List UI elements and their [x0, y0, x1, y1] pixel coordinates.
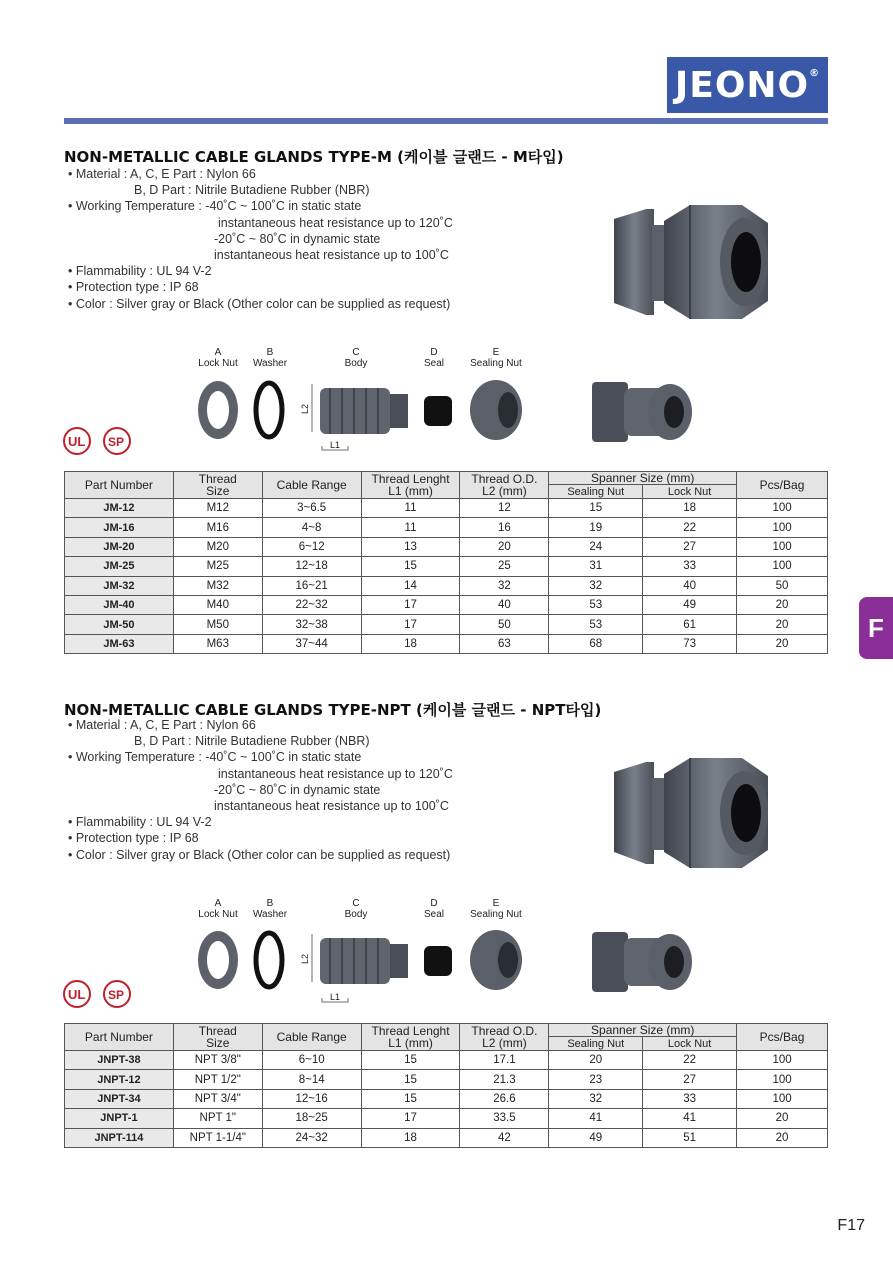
- table-cell: 18~25: [262, 1109, 361, 1128]
- header-divider: [64, 118, 828, 124]
- ul-mark: UL: [68, 434, 86, 449]
- table-cell: 100: [737, 499, 828, 518]
- table-cell: 73: [643, 634, 737, 653]
- table-cell: 12~16: [262, 1089, 361, 1108]
- header-thread-od: [460, 472, 549, 499]
- header-line: L1 (mm): [388, 484, 433, 498]
- table-cell: 24: [549, 537, 643, 556]
- header-spanner-size: Spanner Size (mm): [549, 472, 737, 485]
- table-cell: M63: [173, 634, 262, 653]
- header-spanner-size: Spanner Size (mm): [549, 1024, 737, 1037]
- table-cell: 18: [361, 1128, 460, 1147]
- table-cell: 49: [549, 1128, 643, 1147]
- table-cell: 100: [737, 537, 828, 556]
- header-line: Thread: [198, 472, 237, 486]
- part-number-cell: JM-32: [65, 576, 174, 595]
- brand-logo-text: JEONO: [674, 64, 810, 106]
- table-cell: 41: [549, 1109, 643, 1128]
- table-cell: 22: [643, 1051, 737, 1070]
- table-cell: 15: [361, 1070, 460, 1089]
- table-cell: 15: [549, 499, 643, 518]
- header-thread-od: [460, 1024, 549, 1051]
- table-cell: 100: [737, 1070, 828, 1089]
- part-letter: E: [492, 347, 500, 358]
- table-cell: 32~38: [262, 615, 361, 634]
- table-row: [65, 576, 828, 595]
- table-cell: 20: [737, 615, 828, 634]
- page-number: F17: [837, 1217, 865, 1234]
- seal-shape: [424, 946, 452, 976]
- table-cell: 11: [361, 518, 460, 537]
- part-number-cell: JM-40: [65, 595, 174, 614]
- header-thread-length: [361, 1024, 460, 1051]
- spec-protection: • Protection type : IP 68: [68, 280, 199, 295]
- spec-temperature-3: -20˚C ~ 80˚C in dynamic state: [214, 782, 381, 797]
- header-line: L1 (mm): [388, 1036, 433, 1050]
- table-row: [65, 499, 828, 518]
- table-cell: 33: [643, 1089, 737, 1108]
- header-pcs-bag: Pcs/Bag: [737, 472, 828, 499]
- table-cell: 32: [460, 576, 549, 595]
- exploded-parts-m: [196, 378, 696, 458]
- header-sealing-nut: Sealing Nut: [549, 1037, 643, 1051]
- table-cell: 25: [460, 557, 549, 576]
- table-cell: 50: [460, 615, 549, 634]
- brand-logo: [667, 57, 828, 113]
- table-cell: 100: [737, 518, 828, 537]
- part-number-cell: JM-50: [65, 615, 174, 634]
- spec-temperature: • Working Temperature : -40˚C ~ 100˚C in static state: [68, 199, 362, 214]
- table-cell: 26.6: [460, 1089, 549, 1108]
- product-photo-npt: [606, 756, 776, 870]
- spec-temperature-2: instantaneous heat resistance up to 120˚C: [218, 766, 453, 781]
- part-name: Seal: [423, 909, 444, 920]
- header-thread-length: [361, 472, 460, 499]
- table-cell: 53: [549, 615, 643, 634]
- header-thread-size: [173, 1024, 262, 1051]
- table-cell: 27: [643, 1070, 737, 1089]
- washer-shape: [256, 383, 282, 437]
- header-line: Thread Lenght: [371, 1024, 450, 1038]
- seal-shape: [424, 396, 452, 426]
- exploded-parts-npt: [196, 928, 696, 1010]
- part-label-b: [250, 898, 290, 920]
- spec-temperature: • Working Temperature : -40˚C ~ 100˚C in static state: [68, 750, 362, 765]
- part-number-cell: JNPT-114: [65, 1128, 174, 1147]
- header-line: Thread O.D.: [471, 1024, 538, 1038]
- table-cell: 61: [643, 615, 737, 634]
- part-name: Lock Nut: [198, 358, 238, 369]
- header-line: Thread O.D.: [471, 472, 538, 486]
- table-cell: 32: [549, 576, 643, 595]
- header-pcs-bag: Pcs/Bag: [737, 1024, 828, 1051]
- table-cell: 20: [549, 1051, 643, 1070]
- spec-temperature-4: instantaneous heat resistance up to 100˚C: [214, 799, 449, 814]
- table-cell: 40: [643, 576, 737, 595]
- l2-dimension: L2: [300, 403, 310, 414]
- table-row: [65, 1089, 828, 1108]
- table-cell: 63: [460, 634, 549, 653]
- table-cell: 8~14: [262, 1070, 361, 1089]
- table-cell: 12: [460, 499, 549, 518]
- header-line: Size: [206, 484, 230, 498]
- table-cell: 68: [549, 634, 643, 653]
- part-letter: A: [214, 347, 222, 358]
- csa-mark: SP: [108, 988, 125, 1002]
- table-cell: 15: [361, 557, 460, 576]
- part-number-cell: JM-16: [65, 518, 174, 537]
- table-cell: NPT 1-1/4": [173, 1128, 262, 1147]
- spec-list-npt: [68, 717, 548, 863]
- table-cell: 49: [643, 595, 737, 614]
- header-part-number: Part Number: [65, 1024, 174, 1051]
- table-cell: NPT 3/4": [173, 1089, 262, 1108]
- header-lock-nut: Lock Nut: [643, 485, 737, 499]
- table-row: [65, 518, 828, 537]
- part-label-a: [198, 347, 238, 369]
- table-cell: 20: [737, 1128, 828, 1147]
- table-cell: 40: [460, 595, 549, 614]
- table-body-npt: [65, 1051, 828, 1148]
- part-number-cell: JM-20: [65, 537, 174, 556]
- table-cell: 100: [737, 1089, 828, 1108]
- table-cell: 33: [643, 557, 737, 576]
- header-thread-size: [173, 472, 262, 499]
- l1-dimension: L1: [330, 440, 341, 450]
- l2-dimension: L2: [300, 953, 310, 964]
- table-cell: 16: [460, 518, 549, 537]
- part-label-d: [414, 347, 454, 369]
- table-cell: 19: [549, 518, 643, 537]
- table-row: [65, 634, 828, 653]
- part-name: Sealing Nut: [470, 909, 522, 920]
- table-row: [65, 1128, 828, 1147]
- part-letter: D: [430, 347, 438, 358]
- table-cell: 53: [549, 595, 643, 614]
- table-cell: 17.1: [460, 1051, 549, 1070]
- table-cell: 31: [549, 557, 643, 576]
- table-cell: 100: [737, 557, 828, 576]
- part-letter: C: [352, 347, 360, 358]
- header-sealing-nut: Sealing Nut: [549, 485, 643, 499]
- part-letter: B: [266, 347, 274, 358]
- spec-table-m: [64, 471, 828, 654]
- spec-temperature-3: -20˚C ~ 80˚C in dynamic state: [214, 231, 381, 246]
- part-label-e: [466, 347, 526, 369]
- table-cell: 32: [549, 1089, 643, 1108]
- table-cell: M20: [173, 537, 262, 556]
- assembled-gland-shape: [592, 932, 628, 992]
- spec-list-m: [68, 166, 548, 312]
- part-name: Body: [344, 358, 368, 369]
- part-number-cell: JM-25: [65, 557, 174, 576]
- table-row: [65, 557, 828, 576]
- table-cell: 20: [737, 634, 828, 653]
- part-number-cell: JNPT-1: [65, 1109, 174, 1128]
- table-cell: 6~10: [262, 1051, 361, 1070]
- table-cell: 17: [361, 1109, 460, 1128]
- spec-color: • Color : Silver gray or Black (Other color can be supplied as request): [68, 296, 451, 311]
- table-cell: 33.5: [460, 1109, 549, 1128]
- part-name: Lock Nut: [198, 909, 238, 920]
- part-name: Seal: [423, 358, 444, 369]
- table-cell: NPT 3/8": [173, 1051, 262, 1070]
- spec-material: • Material : A, C, E Part : Nylon 66: [68, 167, 256, 181]
- product-photo-m: [606, 203, 776, 321]
- cert-badges-npt: [62, 979, 142, 1011]
- table-cell: 37~44: [262, 634, 361, 653]
- part-number-cell: JM-12: [65, 499, 174, 518]
- table-row: [65, 537, 828, 556]
- part-label-a: [198, 898, 238, 920]
- spec-table-npt: [64, 1023, 828, 1148]
- table-cell: 16~21: [262, 576, 361, 595]
- spec-protection: • Protection type : IP 68: [68, 831, 199, 846]
- part-letter: D: [430, 898, 438, 909]
- table-row: [65, 615, 828, 634]
- part-number-cell: JNPT-34: [65, 1089, 174, 1108]
- part-letter: A: [214, 898, 222, 909]
- table-cell: 21.3: [460, 1070, 549, 1089]
- ul-mark: UL: [68, 987, 86, 1002]
- table-cell: M25: [173, 557, 262, 576]
- part-letter: C: [352, 898, 360, 909]
- table-cell: NPT 1": [173, 1109, 262, 1128]
- cert-badges-m: [62, 426, 142, 458]
- part-label-b: [250, 347, 290, 369]
- table-cell: 14: [361, 576, 460, 595]
- table-cell: 17: [361, 595, 460, 614]
- spec-color: • Color : Silver gray or Black (Other color can be supplied as request): [68, 847, 451, 862]
- spec-temperature-2: instantaneous heat resistance up to 120˚C: [218, 215, 453, 230]
- part-label-d: [414, 898, 454, 920]
- header-line: Thread Lenght: [371, 472, 450, 486]
- part-number-cell: JNPT-38: [65, 1051, 174, 1070]
- part-name: Washer: [252, 358, 288, 369]
- header-part-number: Part Number: [65, 472, 174, 499]
- spec-material: • Material : A, C, E Part : Nylon 66: [68, 718, 256, 732]
- spec-material-b: B, D Part : Nitrile Butadiene Rubber (NBR): [134, 183, 370, 198]
- table-cell: 6~12: [262, 537, 361, 556]
- table-cell: 20: [737, 595, 828, 614]
- part-number-cell: JNPT-12: [65, 1070, 174, 1089]
- table-cell: 20: [737, 1109, 828, 1128]
- table-cell: M12: [173, 499, 262, 518]
- part-name: Sealing Nut: [470, 358, 522, 369]
- table-row: [65, 595, 828, 614]
- part-label-c: [336, 898, 376, 920]
- table-row: [65, 1070, 828, 1089]
- l1-dimension: L1: [330, 992, 341, 1002]
- table-cell: 15: [361, 1051, 460, 1070]
- header-line: Thread: [198, 1024, 237, 1038]
- table-cell: 41: [643, 1109, 737, 1128]
- table-cell: 22: [643, 518, 737, 537]
- table-cell: 17: [361, 615, 460, 634]
- table-cell: 3~6.5: [262, 499, 361, 518]
- table-cell: 13: [361, 537, 460, 556]
- section-tab-f[interactable]: F: [859, 597, 893, 659]
- part-name: Body: [344, 909, 368, 920]
- header-line: L2 (mm): [482, 484, 527, 498]
- table-cell: 22~32: [262, 595, 361, 614]
- table-cell: 100: [737, 1051, 828, 1070]
- table-cell: 51: [643, 1128, 737, 1147]
- spec-flammability: • Flammability : UL 94 V-2: [68, 264, 212, 279]
- header-lock-nut: Lock Nut: [643, 1037, 737, 1051]
- table-cell: 20: [460, 537, 549, 556]
- table-row: [65, 1109, 828, 1128]
- section-title-m: NON-METALLIC CABLE GLANDS TYPE-M (케이블 글랜드 - M타입): [64, 148, 564, 166]
- table-cell: 27: [643, 537, 737, 556]
- part-label-e: [466, 898, 526, 920]
- table-cell: 50: [737, 576, 828, 595]
- spec-temperature-4: instantaneous heat resistance up to 100˚C: [214, 248, 449, 263]
- registered-mark: ®: [809, 67, 821, 79]
- csa-mark: SP: [108, 435, 125, 449]
- table-cell: M50: [173, 615, 262, 634]
- table-cell: 12~18: [262, 557, 361, 576]
- table-cell: 15: [361, 1089, 460, 1108]
- table-cell: 11: [361, 499, 460, 518]
- table-cell: 23: [549, 1070, 643, 1089]
- part-letter: E: [492, 898, 500, 909]
- table-cell: 24~32: [262, 1128, 361, 1147]
- header-line: L2 (mm): [482, 1036, 527, 1050]
- washer-shape: [256, 933, 282, 987]
- section-title-npt: NON-METALLIC CABLE GLANDS TYPE-NPT (케이블 글랜드 - NPT타입): [64, 701, 602, 719]
- part-name: Washer: [252, 909, 288, 920]
- table-cell: 18: [643, 499, 737, 518]
- table-cell: NPT 1/2": [173, 1070, 262, 1089]
- table-cell: M16: [173, 518, 262, 537]
- part-label-c: [336, 347, 376, 369]
- table-row: [65, 1051, 828, 1070]
- table-cell: M40: [173, 595, 262, 614]
- table-cell: M32: [173, 576, 262, 595]
- part-number-cell: JM-63: [65, 634, 174, 653]
- part-letter: B: [266, 898, 274, 909]
- header-cable-range: Cable Range: [262, 472, 361, 499]
- spec-flammability: • Flammability : UL 94 V-2: [68, 815, 212, 830]
- table-cell: 42: [460, 1128, 549, 1147]
- table-cell: 4~8: [262, 518, 361, 537]
- header-line: Size: [206, 1036, 230, 1050]
- table-body-m: [65, 499, 828, 654]
- spec-material-b: B, D Part : Nitrile Butadiene Rubber (NBR): [134, 734, 370, 749]
- assembled-gland-shape: [592, 382, 628, 442]
- table-cell: 18: [361, 634, 460, 653]
- header-cable-range: Cable Range: [262, 1024, 361, 1051]
